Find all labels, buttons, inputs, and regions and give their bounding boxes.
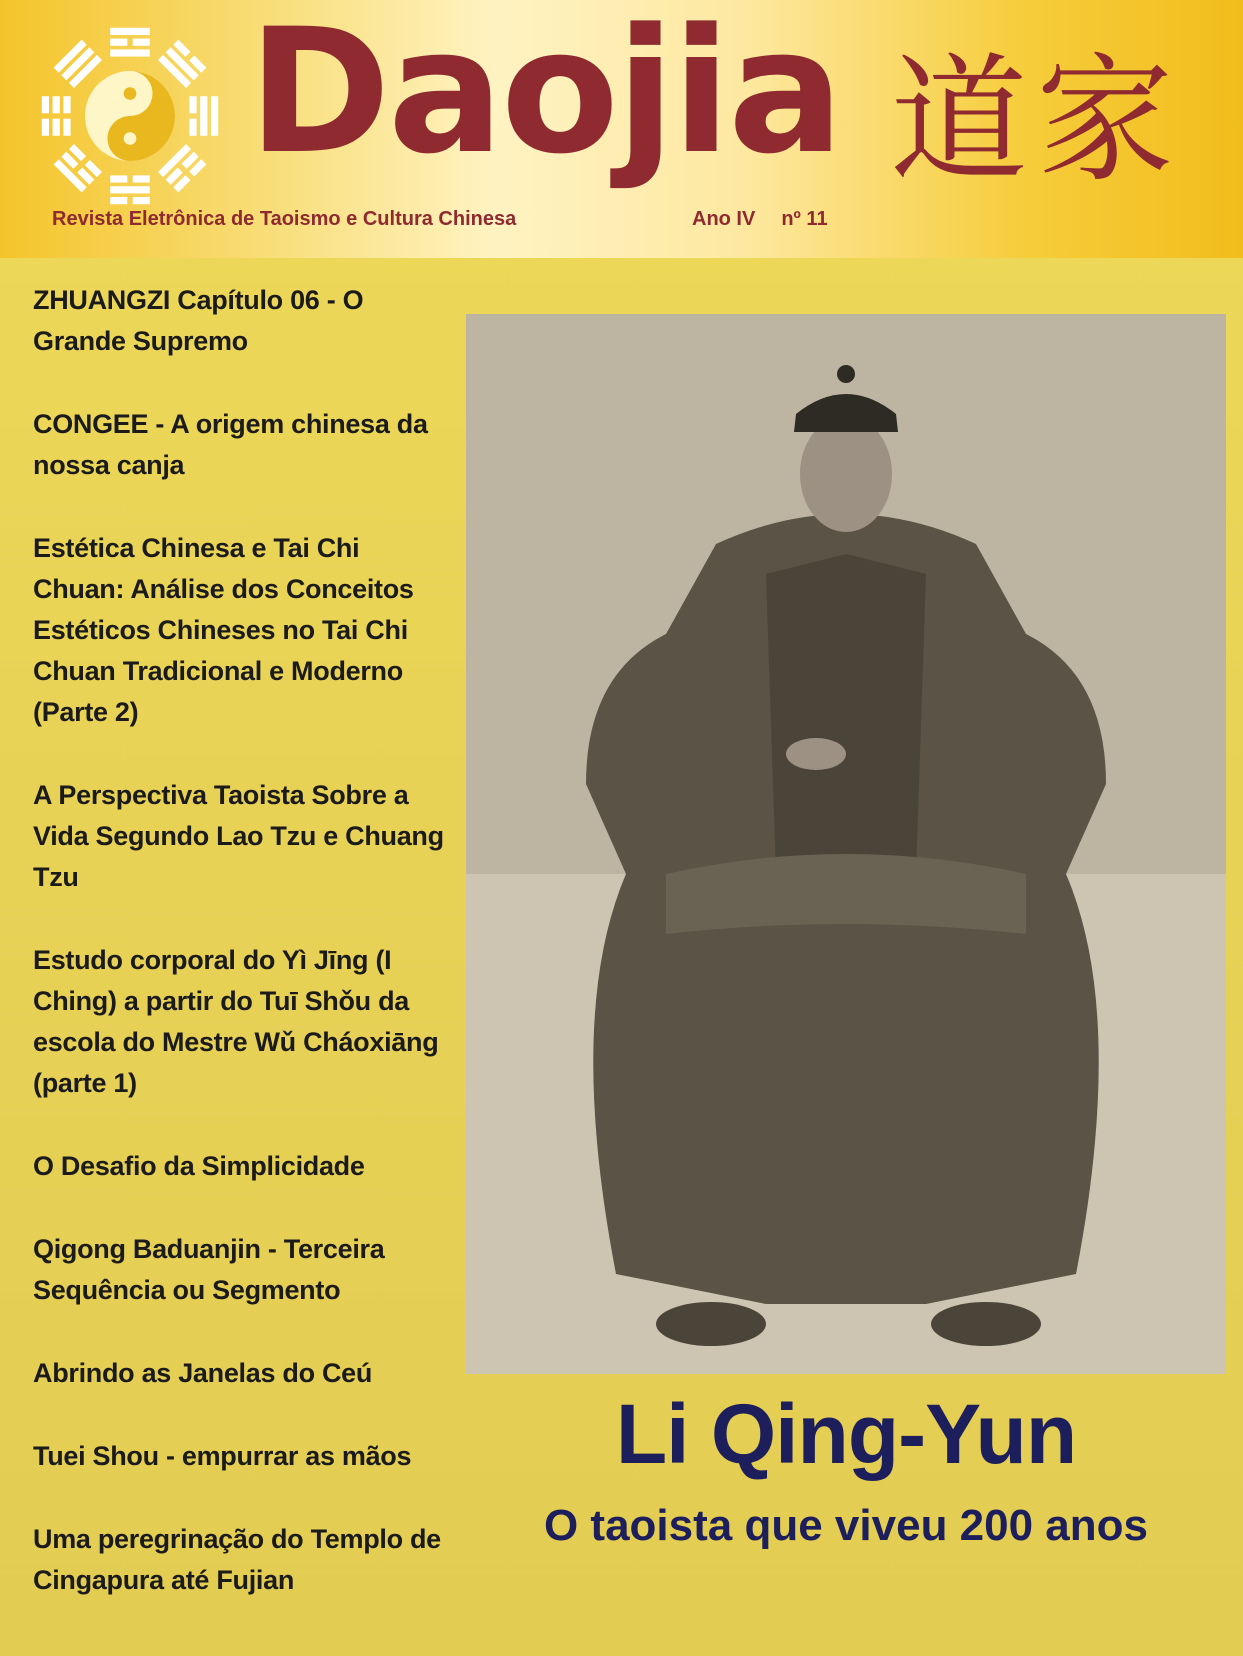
masthead: [0, 0, 1243, 258]
yin-yang-bagua-icon: [40, 26, 220, 206]
issue-year: Ano IV: [692, 208, 756, 230]
issue-number: nº 11: [781, 208, 828, 230]
cover-photo-figure: [466, 314, 1226, 1374]
magazine-title: Daojia: [248, 0, 841, 192]
toc-item[interactable]: Uma peregrinação do Templo de Cingapura até Fujian: [33, 1524, 441, 1595]
issue-info: [692, 208, 854, 231]
toc-item[interactable]: Tuei Shou - empurrar as mãos: [33, 1441, 412, 1471]
toc-item[interactable]: CONGEE - A origem chinesa da nossa canja: [33, 409, 428, 480]
cover-tagline: O taoista que viveu 200 anos: [543, 1501, 1148, 1550]
toc-item[interactable]: Estudo corporal do Yì Jīng (I Ching) a partir do Tuī Shǒu da escola do Mestre Wǔ Cháoxiāng (parte 1): [33, 945, 439, 1098]
table-of-contents: [33, 280, 453, 1643]
toc-item[interactable]: A Perspectiva Taoista Sobre a Vida Segundo Lao Tzu e Chuang Tzu: [33, 780, 444, 892]
toc-item[interactable]: O Desafio da Simplicidade: [33, 1151, 365, 1181]
toc-item[interactable]: Qigong Baduanjin - Terceira Sequência ou Segmento: [33, 1234, 385, 1305]
toc-item[interactable]: Estética Chinesa e Tai Chi Chuan: Análise dos Conceitos Estéticos Chineses no Tai Chi Chuan Tradicional e Moderno (Parte 2): [33, 533, 414, 727]
cover-headline: Li Qing-Yun: [615, 1387, 1077, 1481]
cover-photo: [466, 314, 1226, 1374]
toc-item[interactable]: ZHUANGZI Capítulo 06 - O Grande Supremo: [33, 285, 364, 356]
magazine-subtitle: Revista Eletrônica de Taoismo e Cultura Chinesa: [52, 208, 517, 230]
magazine-title-chinese: 道家: [890, 40, 1183, 201]
toc-item[interactable]: Abrindo as Janelas do Ceú: [33, 1358, 373, 1388]
